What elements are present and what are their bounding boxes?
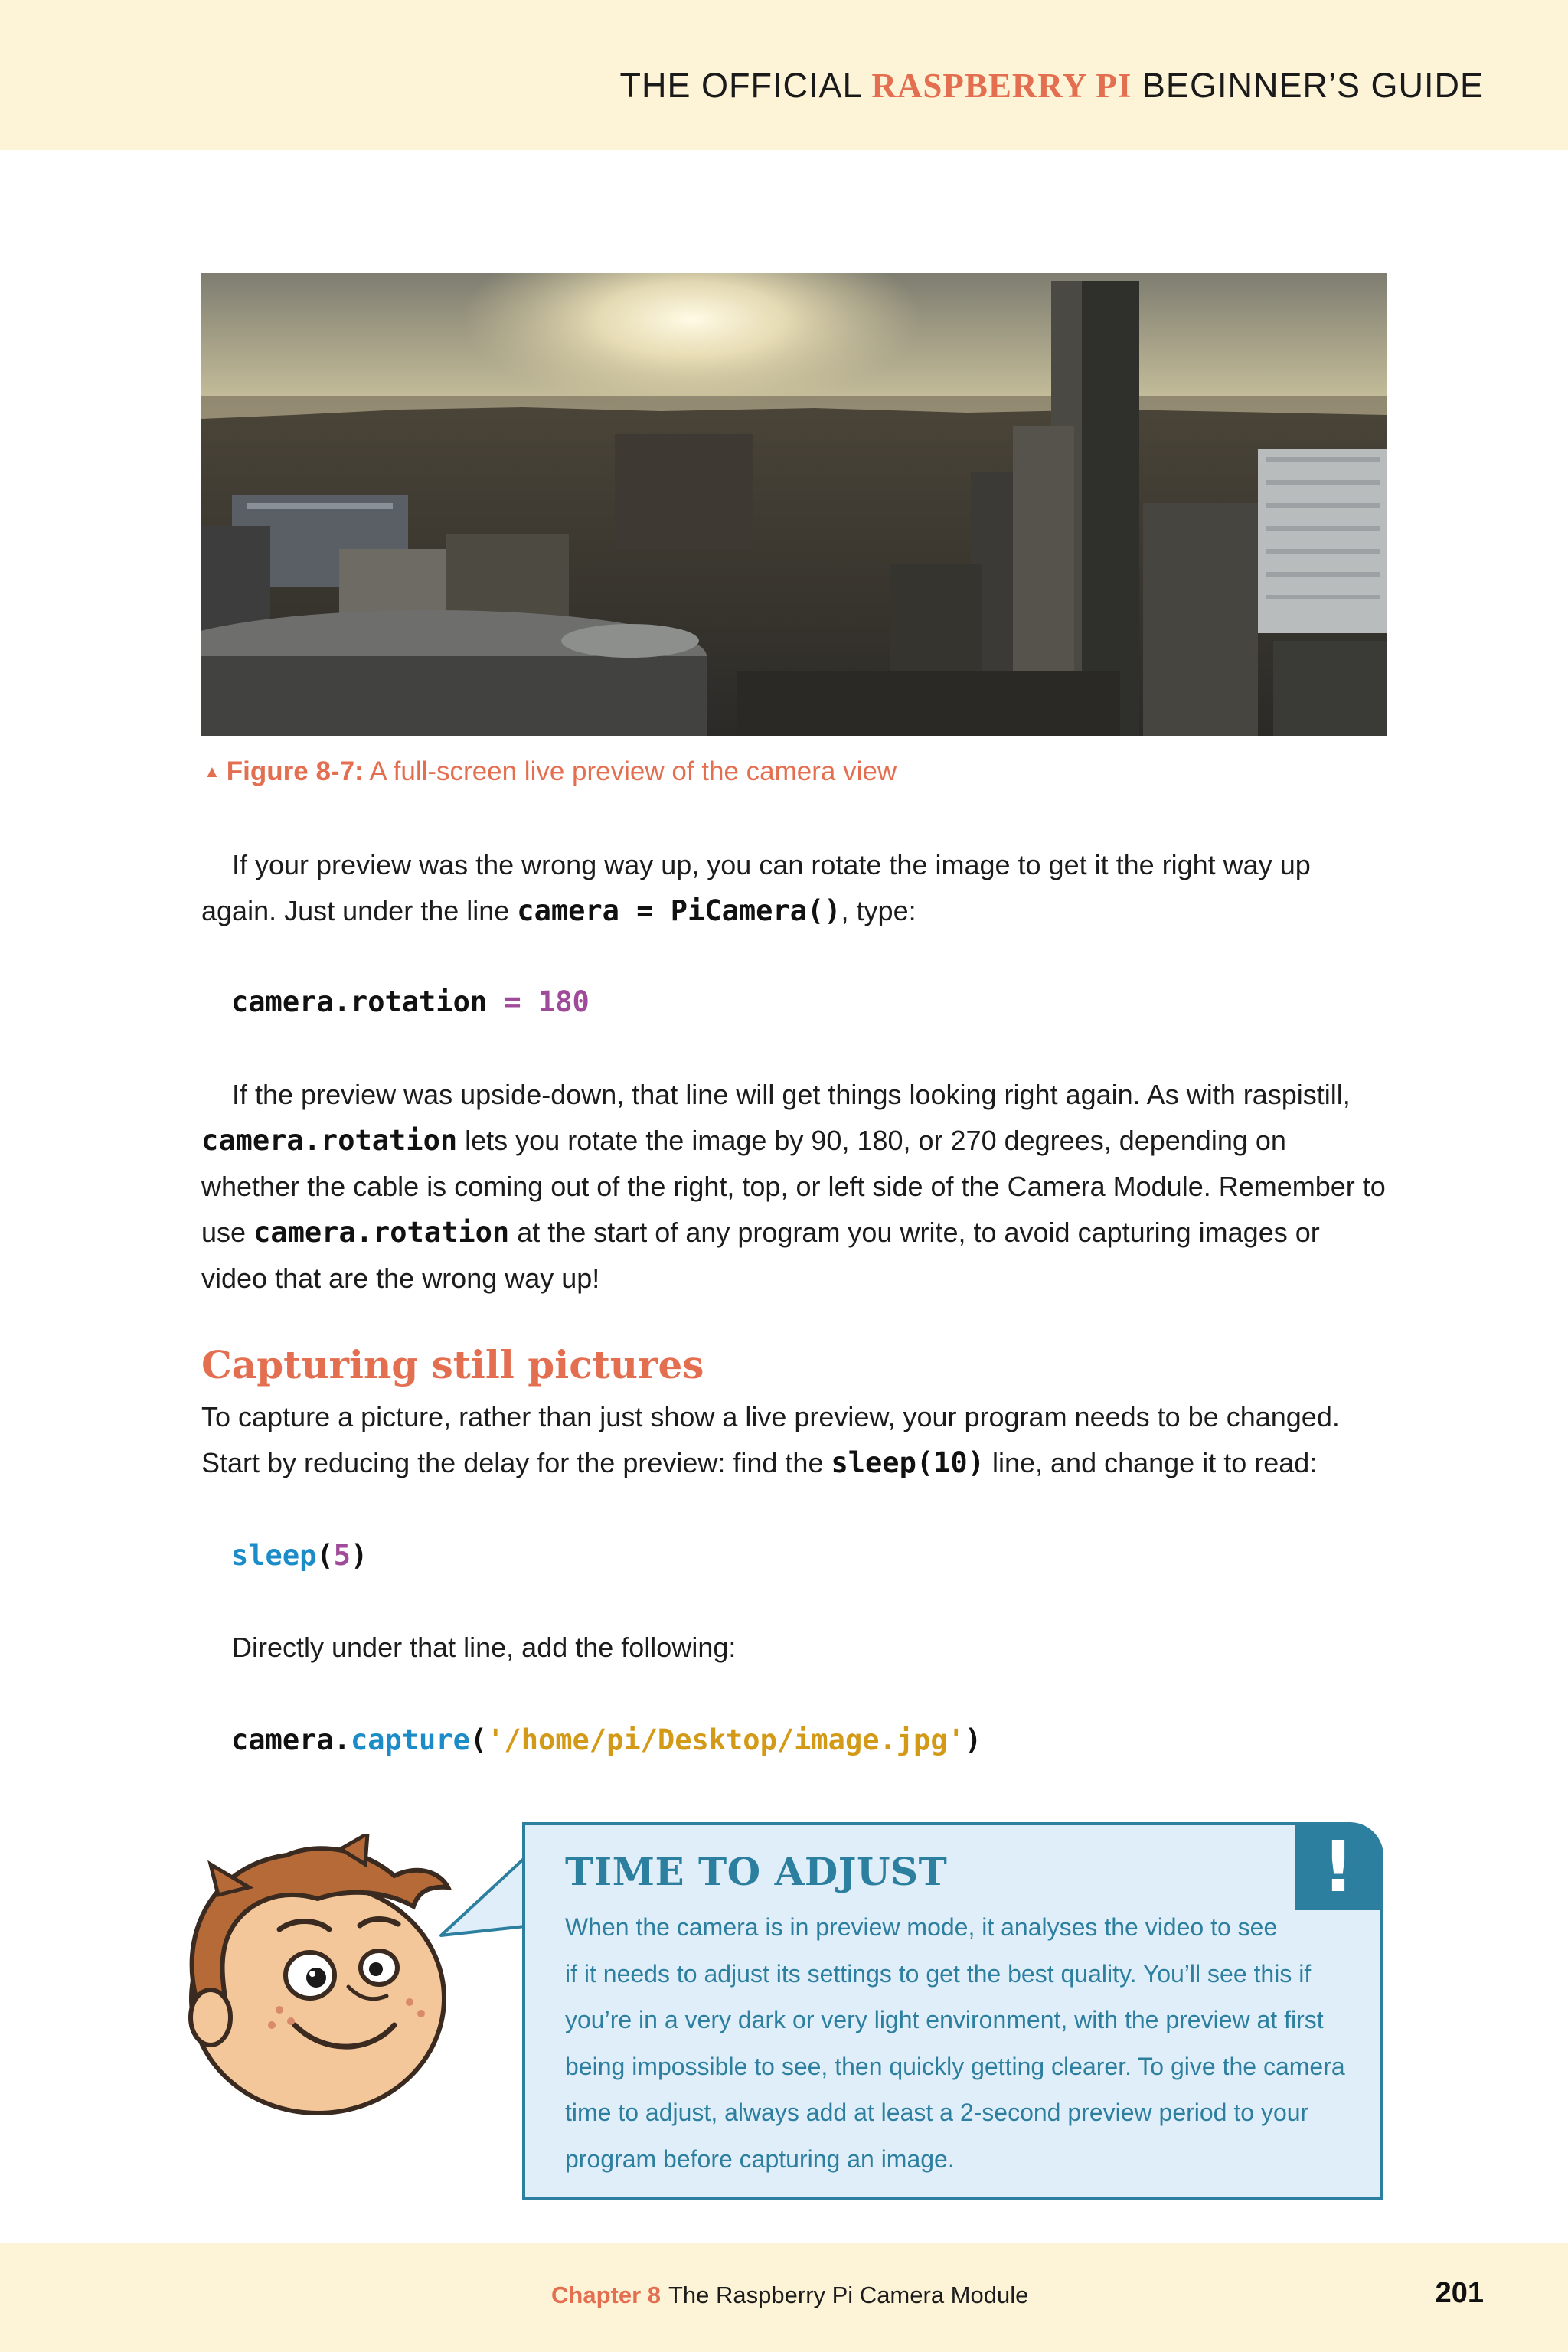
book-title-prefix: THE OFFICIAL (619, 66, 861, 105)
paragraph-rotation-explained: If the preview was upside-down, that line will get things looking right again. As with raspistill, camera.rotation lets you rotate the image by 90, 180, or 270 degrees, depending on whether the cable is coming out of the right, top, or left side of the Camera Module. Remember to use camera.rotation at the start of any program you write, to avoid capturing images or video that are the wrong way up! (201, 1079, 1386, 1294)
tip-title: TIME TO ADJUST (565, 1849, 948, 1894)
paragraph-capture-intro: To capture a picture, rather than just show a live preview, your program needs to be changed. Start by reducing the delay for the preview: find the sleep(10) line, and change it to read: (201, 1401, 1340, 1479)
book-title-accent: RASPBERRY PI (871, 67, 1132, 105)
book-title (620, 66, 1485, 106)
figure-label: Figure 8-7: (226, 756, 364, 786)
figure-photo (201, 273, 1387, 736)
inline-code-rotation: camera.rotation (201, 1124, 458, 1157)
tip-line: being impossible to see, then quickly getting clearer. To give the camera (565, 2052, 1345, 2080)
speech-bubble-tail (433, 1853, 528, 1945)
inline-code-picamera: camera = PiCamera() (517, 894, 841, 927)
tip-body (565, 1904, 1361, 2182)
inline-code-rotation-2: camera.rotation (253, 1216, 510, 1249)
paragraph-rotate-intro: If your preview was the wrong way up, you can rotate the image to get it the right way up again. Just under the line camera = PiCamera(), type: (201, 849, 1311, 927)
code-block-rotation: camera.rotation = 180 (231, 985, 590, 1018)
paragraph-add-following: Directly under that line, add the following: (232, 1632, 737, 1663)
caption-triangle-icon: ▲ (204, 762, 220, 781)
footer-chapter-label: Chapter 8 (551, 2282, 661, 2308)
cartoon-boy-avatar (165, 1834, 471, 2125)
book-title-suffix: BEGINNER’S GUIDE (1142, 66, 1484, 105)
tip-line: When the camera is in preview mode, it analyses the video to see (565, 1913, 1278, 1941)
tip-line: time to adjust, always add at least a 2-second preview period to your (565, 2099, 1309, 2126)
tip-line: if it needs to adjust its settings to get the best quality. You’ll see this if (565, 1959, 1312, 1988)
page-number: 201 (1435, 2277, 1484, 2309)
figure-caption-text: A full-screen live preview of the camera view (369, 756, 897, 786)
footer-chapter (551, 2282, 1028, 2309)
tip-line: program before capturing an image. (565, 2145, 955, 2173)
code-block-sleep: sleep(5) (231, 1539, 368, 1572)
code-block-capture: camera.capture('/home/pi/Desktop/image.jpg') (231, 1723, 982, 1756)
inline-code-sleep: sleep(10) (831, 1446, 985, 1479)
section-heading: Capturing still pictures (201, 1342, 704, 1387)
footer-chapter-title: The Raspberry Pi Camera Module (668, 2282, 1029, 2308)
figure-caption (204, 756, 897, 787)
tip-line: you’re in a very dark or very light environment, with the preview at first (565, 2006, 1324, 2034)
exclamation-icon: ! (1295, 1824, 1381, 1910)
